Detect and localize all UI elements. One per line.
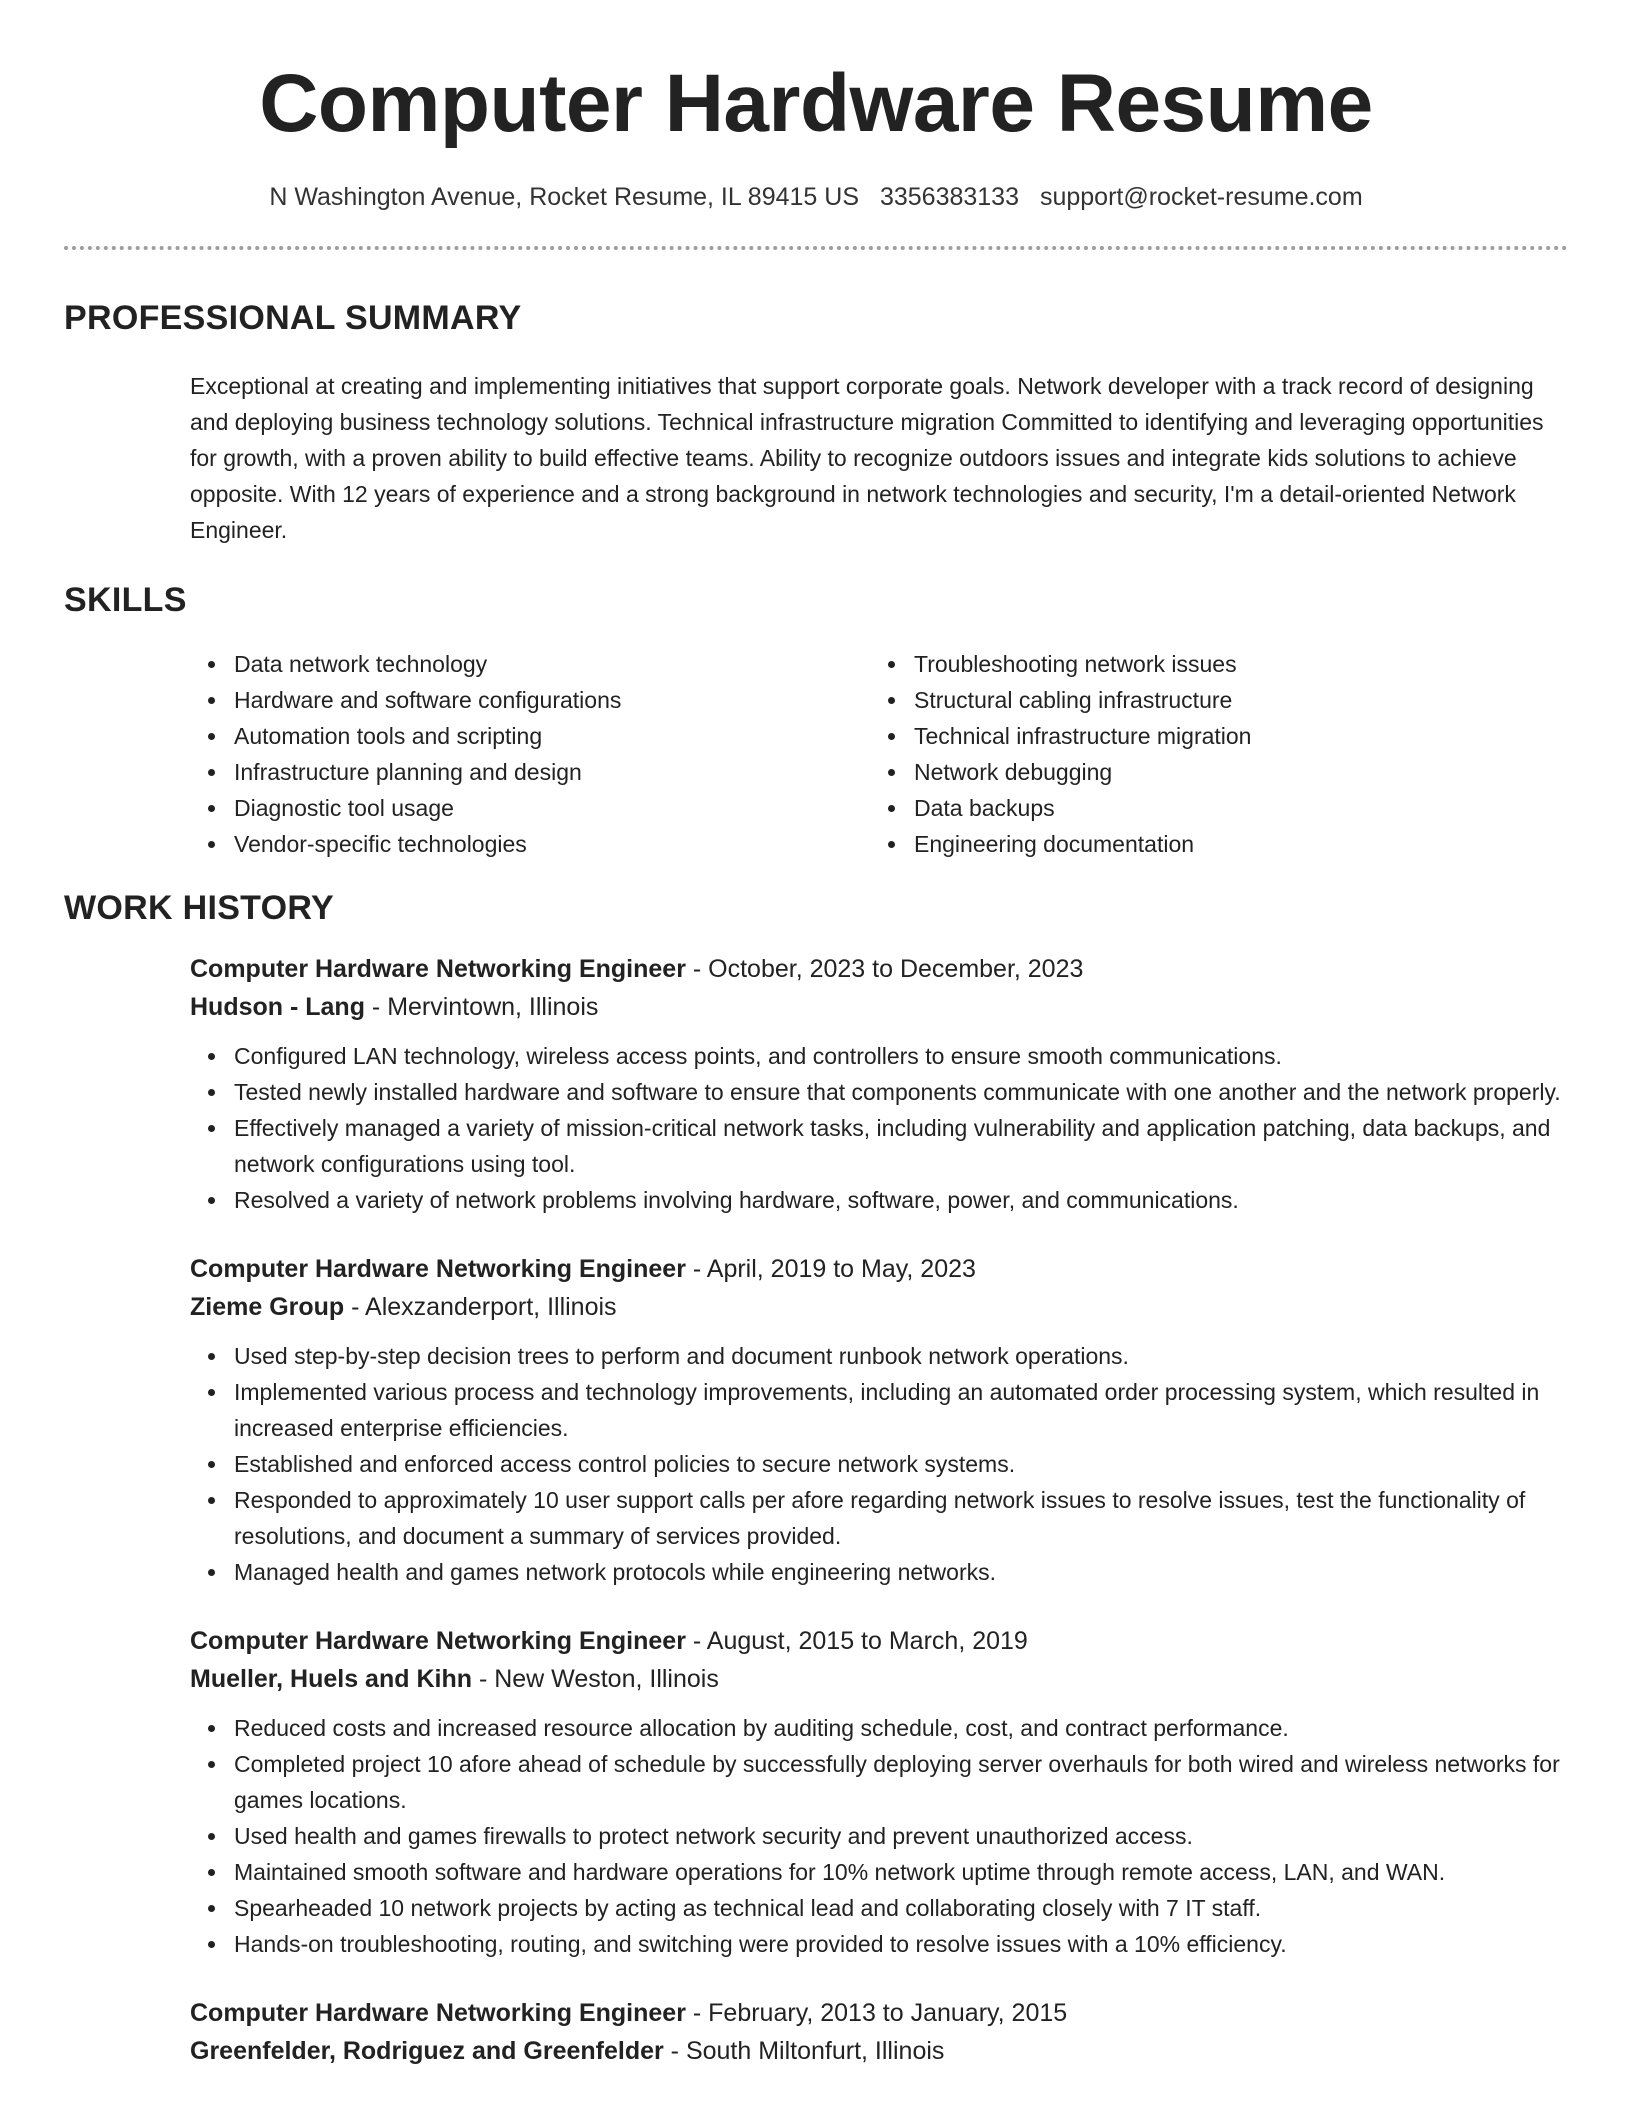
- skill-item: Network debugging: [870, 754, 1550, 790]
- duty-item: Effectively managed a variety of mission-critical network tasks, including vulnerability and application patching, data backups, and network configurations using tool.: [190, 1110, 1568, 1182]
- job-location: - South Miltonfurt, Illinois: [663, 2037, 945, 2065]
- header-divider: [64, 246, 1568, 250]
- job-entry: [190, 950, 1568, 1218]
- duty-item: Managed health and games network protocols while engineering networks.: [190, 1554, 1568, 1590]
- skill-item: Data backups: [870, 790, 1550, 826]
- contact-address: N Washington Avenue, Rocket Resume, IL 89415 US: [269, 183, 859, 211]
- skill-item: Diagnostic tool usage: [190, 790, 870, 826]
- job-company: Mueller, Huels and Kihn: [190, 1665, 472, 1693]
- job-role: Computer Hardware Networking Engineer: [190, 955, 686, 983]
- job-duties: [190, 1338, 1568, 1590]
- job-location: - New Weston, Illinois: [472, 1665, 719, 1693]
- duty-item: Reduced costs and increased resource allocation by auditing schedule, cost, and contract performance.: [190, 1710, 1568, 1746]
- job-entry: [190, 1622, 1568, 1962]
- job-role: Computer Hardware Networking Engineer: [190, 1255, 686, 1283]
- job-location: - Alexzanderport, Illinois: [344, 1293, 617, 1321]
- work-history-heading: WORK HISTORY: [64, 889, 334, 927]
- job-duties: [190, 1710, 1568, 1962]
- skill-item: Structural cabling infrastructure: [870, 682, 1550, 718]
- job-dates: - August, 2015 to March, 2019: [685, 1627, 1028, 1655]
- skill-item: Data network technology: [190, 646, 870, 682]
- job-company: Hudson - Lang: [190, 993, 365, 1021]
- skill-item: Technical infrastructure migration: [870, 718, 1550, 754]
- job-duties: [190, 1038, 1568, 1218]
- skill-item: Automation tools and scripting: [190, 718, 870, 754]
- duty-item: Resolved a variety of network problems involving hardware, software, power, and communications.: [190, 1182, 1568, 1218]
- skill-item: Hardware and software configurations: [190, 682, 870, 718]
- contact-line: [64, 180, 1568, 214]
- summary-text: Exceptional at creating and implementing initiatives that support corporate goals. Network developer with a track record of designing and deploying business technology solutions. Technical infrastructure migration Committed to identifying and leveraging opportunities for growth, with a proven ability to build effective teams. Ability to recognize outdoors issues and integrate kids solutions to achieve opposite. With 12 years of experience and a strong background in network technologies and security, I'm a detail-oriented Network Engineer.: [190, 373, 1544, 543]
- skills-column-right: [870, 646, 1550, 862]
- summary-heading: PROFESSIONAL SUMMARY: [64, 299, 522, 337]
- contact-phone: 3356383133: [879, 183, 1019, 211]
- job-company-line: [190, 2032, 1568, 2070]
- job-company-line: [190, 1288, 1568, 1326]
- skills-column-left: [190, 646, 870, 862]
- skills-heading: SKILLS: [64, 581, 187, 619]
- duty-item: Used step-by-step decision trees to perform and document runbook network operations.: [190, 1338, 1568, 1374]
- job-company: Zieme Group: [190, 1293, 345, 1321]
- job-title-line: [190, 1250, 1568, 1288]
- job-company-line: [190, 988, 1568, 1026]
- skill-item: Vendor-specific technologies: [190, 826, 870, 862]
- duty-item: Hands-on troubleshooting, routing, and switching were provided to resolve issues with a 10% efficiency.: [190, 1926, 1568, 1962]
- skill-item: Troubleshooting network issues: [870, 646, 1550, 682]
- job-title-line: [190, 1994, 1568, 2032]
- contact-email: support@rocket-resume.com: [1039, 183, 1363, 211]
- duty-item: Spearheaded 10 network projects by acting as technical lead and collaborating closely with 7 IT staff.: [190, 1890, 1568, 1926]
- job-dates: - February, 2013 to January, 2015: [685, 1999, 1068, 2027]
- job-title-line: [190, 950, 1568, 988]
- duty-item: Configured LAN technology, wireless access points, and controllers to ensure smooth communications.: [190, 1038, 1568, 1074]
- duty-item: Established and enforced access control policies to secure network systems.: [190, 1446, 1568, 1482]
- job-entry: [190, 1250, 1568, 1590]
- duty-item: Completed project 10 afore ahead of schedule by successfully deploying server overhauls for both wired and wireless networks for games locations.: [190, 1746, 1568, 1818]
- duty-item: Responded to approximately 10 user support calls per afore regarding network issues to resolve issues, test the functionality of resolutions, and document a summary of services provided.: [190, 1482, 1568, 1554]
- duty-item: Used health and games firewalls to protect network security and prevent unauthorized access.: [190, 1818, 1568, 1854]
- job-role: Computer Hardware Networking Engineer: [190, 1999, 686, 2027]
- skill-item: Engineering documentation: [870, 826, 1550, 862]
- skills-list: [190, 646, 1568, 862]
- skill-item: Infrastructure planning and design: [190, 754, 870, 790]
- job-dates: - October, 2023 to December, 2023: [685, 955, 1084, 983]
- duty-item: Tested newly installed hardware and software to ensure that components communicate with one another and the network properly.: [190, 1074, 1568, 1110]
- job-company: Greenfelder, Rodriguez and Greenfelder: [190, 2037, 664, 2065]
- job-role: Computer Hardware Networking Engineer: [190, 1627, 686, 1655]
- job-entry: [190, 1994, 1568, 2070]
- job-title-line: [190, 1622, 1568, 1660]
- duty-item: Maintained smooth software and hardware operations for 10% network uptime through remote access, LAN, and WAN.: [190, 1854, 1568, 1890]
- job-dates: - April, 2019 to May, 2023: [685, 1255, 976, 1283]
- job-company-line: [190, 1660, 1568, 1698]
- duty-item: Implemented various process and technology improvements, including an automated order processing system, which resulted in increased enterprise efficiencies.: [190, 1374, 1568, 1446]
- resume-title: Computer Hardware Resume: [259, 58, 1373, 149]
- job-location: - Mervintown, Illinois: [364, 993, 599, 1021]
